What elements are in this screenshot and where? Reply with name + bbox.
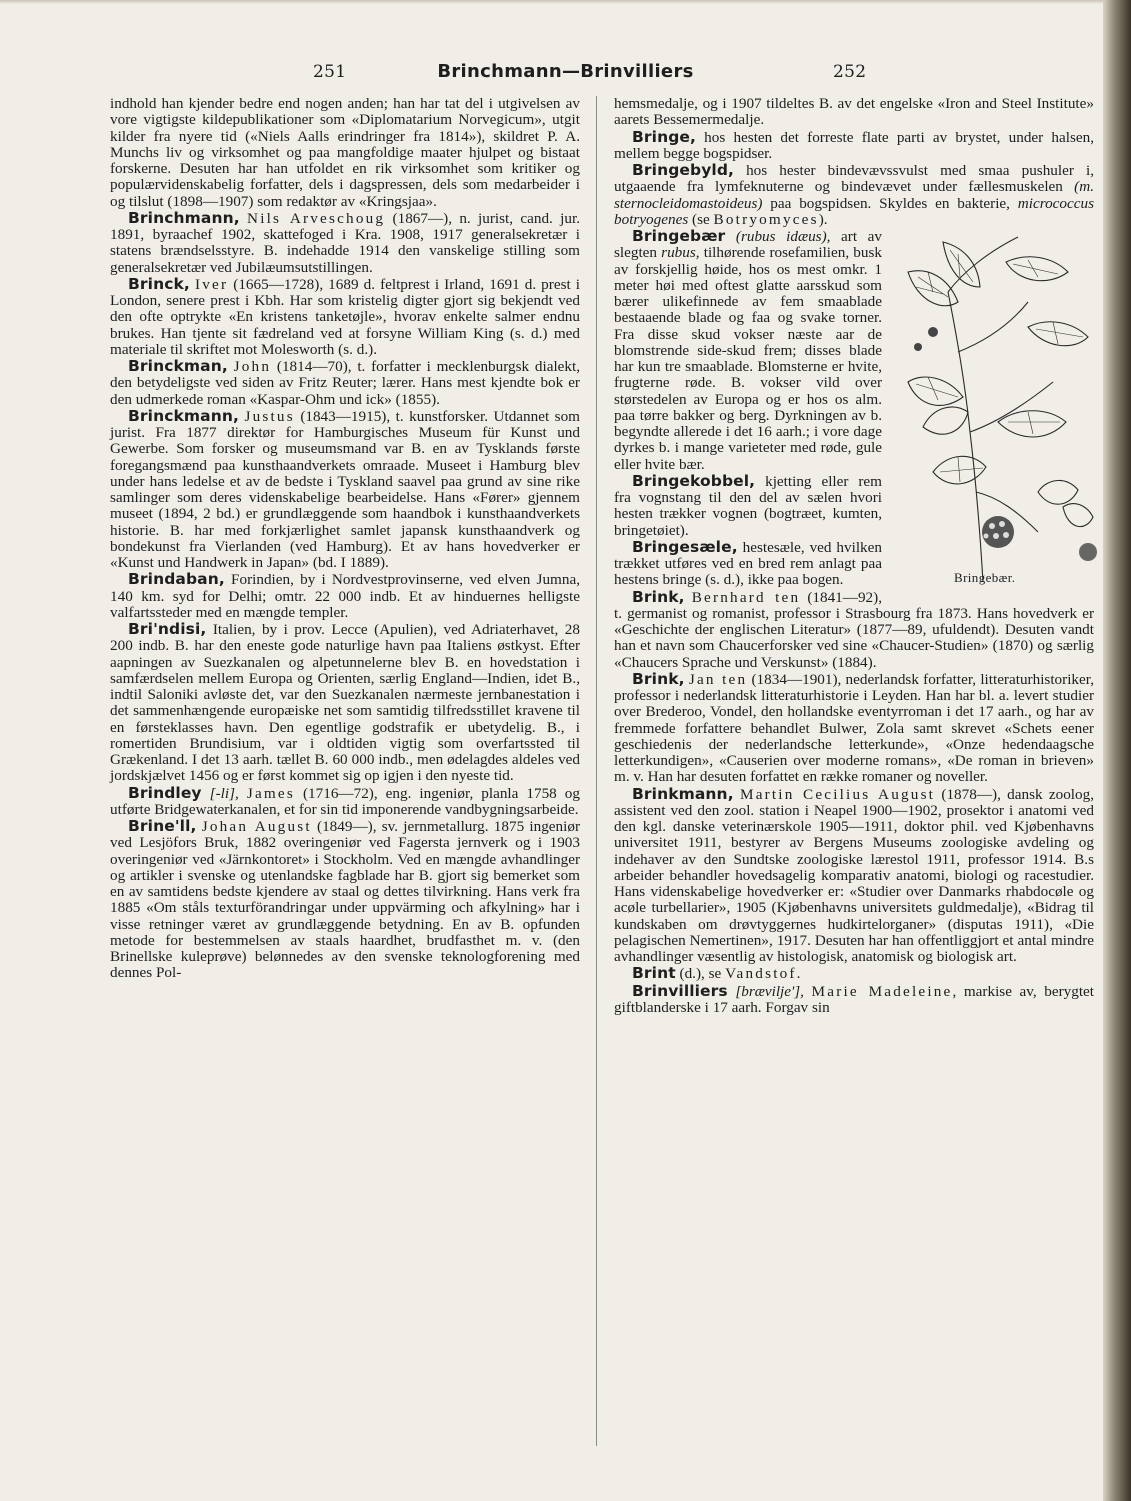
column-divider xyxy=(596,96,597,1446)
dictionary-entry xyxy=(614,129,1094,163)
entry-italic: micrococcus botryogenes xyxy=(614,194,1094,228)
entry-text: (1841—92), t. germanist og romanist, professor i Strasbourg fra 1873. Hans hovedverk er «Geschichte der englischen Literatur» (1877—89, ufuldendt). Desuten vandt han et navn som Chaucerforsker ved sine «Chaucer-Studien» (1870) og særlig «Chaucers Sprache und Verskunst» (1884). xyxy=(614,588,1094,671)
dictionary-entry xyxy=(614,162,1094,228)
entry-text: (se xyxy=(688,210,714,228)
entry-italic: rubus, xyxy=(657,244,700,262)
entry-headword: Bringebær xyxy=(632,227,726,245)
entry-text: (1665—1728), 1689 d. feltprest i Irland, 1691 d. prest i London, senere prest i Kbh. Har som kristelig digter gjort sig bekjendt ved den ofte optrykte «En kristens tanketøjle», hvorav enkelte salmer endnu brukes. Han tjente sit fædreland ved at forsyne William King (s. d.) med materiale til skriftet mot Molesworth (s. d.). xyxy=(110,275,580,358)
dictionary-entry xyxy=(110,621,580,785)
entry-headword: Brink, xyxy=(632,587,685,606)
entry-text: (1834—1901), nederlandsk forfatter, litteraturhistoriker, professor i nederlandsk litteraturhistorie i Leyden. Han har bl. a. levert studier over Brederoo, Vondel, den hollandske eventyrroman i det 17 aarh., og har av fremmede forfattere behandlet Bulwer, Zola samt skrevet «Schets eener geschiedenis der nederlandsche letterkunde», «Onze hedendaagsche letterkundigen», «Causerien over moderne romans», «De roman in brieven» m. v. Han har desuten forfattet en række romaner og noveller. xyxy=(614,670,1094,786)
dictionary-entry xyxy=(614,589,1094,671)
continued-text xyxy=(614,96,1094,129)
entry-text: (d.), se xyxy=(675,965,726,983)
dictionary-entry xyxy=(614,786,1094,966)
entry-text: Forindien, by i Nordvestprovinserne, ved elven Jumna, 140 km. syd for Delhi; omtr. 22 000 indb. Et av hinduernes helligste valfartssteder med en mængde templer. xyxy=(110,571,580,621)
entry-text: hemsmedalje, og i 1907 tildeltes B. av det engelske «Iron and Steel Institute» aarets Bessemermedalje. xyxy=(614,95,1094,129)
right-column xyxy=(614,96,1094,1016)
entry-text: (1814—70), t. forfatter i mecklenburgsk dialekt, den betydeligste ved siden av Fritz Reuter; lærer. Hans mest kjendte bok er den udmerkede roman «Kaspar-Ohm und ick» (1855). xyxy=(110,358,581,408)
entry-text: paa bogspidsen. Skyldes en bakterie, xyxy=(762,194,1010,212)
entry-reference: Botryomyces xyxy=(713,210,819,228)
entry-text: Italien, by i prov. Lecce (Apulien), ved Adriaterhavet, 28 200 indb. B. har den eneste gode naturlige havn paa Italiens østkyst. Efter aapningen av Suezkanalen og alpetunnelerne blev B. en hovedstation i samfærdselen mellem Europa og Orienten, særlig England—Indien, idet B., indtil Saloniki avløste det, var den Suezkanalen nærmeste jernbanestation i det sammenhængende europæiske net som samtidig tilfredsstillet kravene til en førsteklasses havn. Den egentlige godstrafik er ubetydelig. B., i romertiden Brundisium, var i oldtiden vigtig som overfartssted til Grækenland. I det 13 aarh. tællet B. 60 000 indb., men ødelagdes aldeles ved jordskjælvet 1456 og er først kommet sig op igjen i den nyeste tid. xyxy=(110,621,580,785)
entry-text: hestesæle, ved hvilken trækket utføres ved en bred rem anlagt paa hestens bringe (s. d.), ikke paa bogen. xyxy=(614,538,882,589)
entry-forename: Nils Arveschoug xyxy=(247,209,386,227)
dictionary-entry xyxy=(110,358,580,408)
raspberry-illustration xyxy=(888,232,1098,594)
entry-headword: Brindley xyxy=(128,783,202,802)
dictionary-entry xyxy=(110,571,580,621)
entry-forename: Bernhard ten xyxy=(691,588,801,606)
entry-text: indhold han kjender bedre end nogen anden; han har tat del i utgivelsen av vore vigtigste kildepublikationer som «Diplomatarium Norvegicum», utgit kilder fra nyere tid («Niels Aalls erindringer fra 1814»), skildret P. A. Munchs liv og virksomhet og paa mangfoldige maater hjulpet og bistaat forskerne. Desuten har han utfoldet en rik virksomhet som kritiker og populærvidenskabelig forfatter, dels i dagspressen, dels som medarbeider i og tilslut (1898—1907) som redaktør av «Kringsjaa». xyxy=(110,95,580,210)
entry-headword: Brinckmann, xyxy=(128,406,239,425)
entry-headword: Bringebyld, xyxy=(632,161,735,179)
book-spine-shadow xyxy=(1103,0,1131,1501)
left-column xyxy=(110,96,580,982)
raspberry-drawing-icon xyxy=(888,232,1102,592)
dictionary-entry xyxy=(110,408,580,572)
dictionary-entry xyxy=(110,210,580,276)
entry-forename: Marie Madeleine xyxy=(811,982,953,1000)
entry-text: , markise av, berygtet giftblanderske i 17 aarh. Forgav sin xyxy=(614,982,1094,1016)
entry-forename: Justus xyxy=(244,407,295,425)
entry-headword: Brinck, xyxy=(128,274,190,293)
entry-italic: (m. sternocleidomastoideus) xyxy=(614,178,1095,212)
entry-forename: Johan August xyxy=(201,818,312,835)
entry-headword: Brine'll, xyxy=(128,817,197,835)
entry-forename: James xyxy=(246,784,295,802)
entry-text: tilhørende rosefamilien, busk av forskjellig høide, hos os mest omkr. 1 meter høi med oftest glatte aarsskud som bærer ulikefinnede av fem smaablade bestaaende blade og faa og svake torner. Fra disse skud vokser næste aar de blomstrende side-skud frem; disses blade har kun tre smaablade. Blomsterne er hvite, frugterne røde. B. vokser vild over størstedelen av Europa og er hos os alm. paa tørre bakker og berg. Dyrkningen av b. begyndte allerede i det 16 aarh.; i vore dage dyrkes b. i mange varieteter med røde, gule eller hvite bær. xyxy=(614,244,882,473)
entry-text: . xyxy=(796,965,801,983)
entry-pronunciation: [-li], xyxy=(209,784,239,802)
entry-text: ). xyxy=(818,210,828,228)
entry-pronunciation: [brævilje'], xyxy=(735,982,804,1000)
entry-headword: Brindaban, xyxy=(128,570,225,589)
entry-headword: Brinvilliers xyxy=(632,981,728,1000)
entry-text: art av slegten xyxy=(614,228,882,262)
figure-caption: Bringebær. xyxy=(954,570,1016,585)
entry-headword: Brinkmann, xyxy=(632,784,734,803)
entry-headword: Bringe, xyxy=(632,127,697,146)
entry-text: (1867—), n. jurist, cand. jur. 1891, byraachef 1902, skattefoged i Kra. 1908, 1917 generalsekretær i statens brændselsstyre. B. indehadde 1914 den vanskelige stilling som generalsekretær ved Jubilæumsutstillingen. xyxy=(110,209,580,276)
entry-text: (1716—72), eng. ingeniør, planla 1758 og utførte Bridgewaterkanalen, et for sin tid imponerende vandbygningsarbeide. xyxy=(110,784,580,818)
page-number-left: 251 xyxy=(313,62,347,82)
entry-forename: Martin Cecilius August xyxy=(739,785,936,803)
entry-headword: Brint xyxy=(632,964,676,983)
entry-text: kjetting eller rem fra vognstang til den del av sælen hvori hesten trækker vognen (bogtræet, kumten, bringetøiet). xyxy=(614,472,882,539)
entry-headword: Brink, xyxy=(632,669,685,688)
entry-forename: Iver xyxy=(194,275,229,293)
entry-headword: Brinckman, xyxy=(128,357,228,375)
page-top-edge xyxy=(0,0,1131,4)
entry-forename: John xyxy=(233,358,272,375)
entry-headword: Bri'ndisi, xyxy=(128,620,207,638)
entry-forename: Jan ten xyxy=(688,670,748,688)
dictionary-entry xyxy=(614,983,1094,1017)
page-number-right: 252 xyxy=(833,62,867,82)
continued-text xyxy=(110,96,580,210)
entry-text: (1843—1915), t. kunstforsker. Utdannet som jurist. Fra 1877 direktør for Hamburgisches Museum für Kunst und Gewerbe. Som forsker og museumsmand var B. en av Tysklands første foregangsmænd paa kunsthaandverkets omraade. Museet i Hamburg blev under hans ledelse et av de bedste i Tyskland saavel paa grund av sine rike samlinger som deres videnskabelige bearbeidelse. Hans «Fører» gjennem museet (1894, 2 bd.) er grundlæggende som haandbok i kunsthaandverkets historie. B. har med forkjærlighet samlet japansk kunsthaandverk og bondekunst fra Vierlanden (ved Hamburg). Et av hans hovedverker er «Kunst und Handwerk in Japan» (bd. I 1889). xyxy=(110,407,580,571)
entry-headword: Bringekobbel, xyxy=(632,471,756,490)
entry-text: (1849—), sv. jernmetallurg. 1875 ingeniør ved Lesjöfors Bruk, 1882 overingeniør ved Fagersta jernverk og i 1903 overingeniør ved «Järnkontoret» i Stockholm. Ved en mængde avhandlinger og artikler i svenske og utenlandske fagblade har B. gjort sig bemerket som en av samtidens bedste kjendere av staal og dettes tilvirkning. Hans verk fra 1885 «Om ståls texturförandringar under uppvärming och afkylning» har i visse retninger været av grundlæggende betydning. En av B. opfunden metode for bestemmelsen av staals haardhet, brudfasthet m. v. (den Brinellske kuleprøve) belønnedes av den svenske teknologforening med dennes Pol- xyxy=(110,818,580,982)
entry-text: (1878—), dansk zoolog, assistent ved den zool. station i Neapel 1900—1902, prosektor i anatomi ved den kgl. danske veterinærskole 1905—1911, doktor phil. ved Kjøbenhavns universitet 1911, bestyrer av Bergens Museums zoologiske avdeling og indehaver av den Sundtske zoologiske lærestol 1911, professor 1914. B.s arbeider behandler hovedsagelig komparativ anatomi, biologi og racestudier. Hans videnskabelige hovedverker er: «Studier over Danmarks rhabdocøle og acøle turbellarier», 1905 (Kjøbenhavns universitets guldmedalje), «Bidrag til kundskaben om drøvtyggernes hudkirtelorganer» (disputas 1911), «Die pelagischen Nemertinen», 1917. Desuten har han offentliggjort et antal mindre avhandlinger væsentlig av histologisk, anatomisk og biologisk art. xyxy=(614,785,1095,965)
dictionary-entry xyxy=(614,671,1094,786)
dictionary-entry xyxy=(110,276,580,358)
running-title: Brinchmann—Brinvilliers xyxy=(437,61,694,82)
entry-headword: Bringesæle, xyxy=(632,537,738,556)
entry-headword: Brinchmann, xyxy=(128,208,240,227)
dictionary-entry xyxy=(110,785,580,819)
entry-pronunciation: (rubus idæus), xyxy=(735,228,831,245)
entry-text: hos hesten det forreste flate parti av brystet, under halsen, mellem begge bogspidser. xyxy=(614,128,1094,162)
dictionary-entry xyxy=(110,818,580,982)
entry-text: hos hester bindevævssvulst med smaa pushuler i, utgaaende fra lymfeknuterne og bindevævet under fællesmuskelen xyxy=(614,162,1094,196)
entry-reference: Vandstof xyxy=(725,965,797,983)
dictionary-entry xyxy=(614,965,1094,982)
